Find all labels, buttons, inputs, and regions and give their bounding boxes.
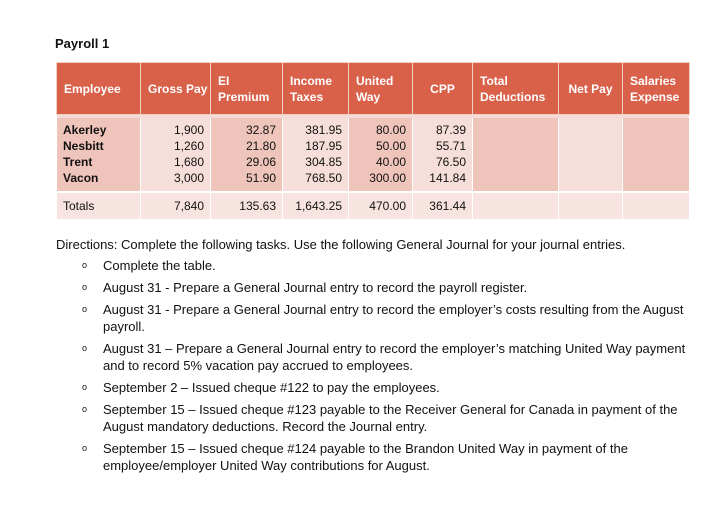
payroll-table bbox=[56, 62, 690, 219]
bullet-icon: o bbox=[82, 282, 88, 292]
bullet-icon: o bbox=[82, 443, 88, 453]
list-item bbox=[56, 301, 706, 335]
cell-total-deductions[interactable] bbox=[473, 154, 559, 170]
cell-salaries-expense[interactable] bbox=[623, 118, 690, 138]
total-ei-premium: 135.63 bbox=[211, 192, 283, 219]
bullet-icon: o bbox=[82, 382, 88, 392]
table-row bbox=[57, 138, 690, 154]
cell-salaries-expense[interactable] bbox=[623, 170, 690, 192]
cell-employee: Trent bbox=[57, 154, 141, 170]
cell-united-way: 80.00 bbox=[349, 118, 413, 138]
cell-gross-pay: 3,000 bbox=[141, 170, 211, 192]
header-ei-premium: EI Premium bbox=[211, 63, 283, 115]
table-row bbox=[57, 170, 690, 192]
cell-income-taxes: 187.95 bbox=[283, 138, 349, 154]
total-salaries-expense[interactable] bbox=[623, 192, 690, 219]
cell-employee: Vacon bbox=[57, 170, 141, 192]
cell-gross-pay: 1,260 bbox=[141, 138, 211, 154]
total-gross-pay: 7,840 bbox=[141, 192, 211, 219]
header-salaries-expense: Salaries Expense bbox=[623, 63, 690, 115]
header-gross-pay: Gross Pay bbox=[141, 63, 211, 115]
table-header-row bbox=[57, 63, 690, 115]
cell-cpp: 55.71 bbox=[413, 138, 473, 154]
cell-salaries-expense[interactable] bbox=[623, 154, 690, 170]
bullet-icon: o bbox=[82, 260, 88, 270]
task-text: August 31 – Prepare a General Journal entry to record the employer’s matching United Way payment and to record 5% vacation pay accrued to employees. bbox=[103, 341, 686, 373]
header-income-taxes: Income Taxes bbox=[283, 63, 349, 115]
cell-total-deductions[interactable] bbox=[473, 170, 559, 192]
header-united-way: United Way bbox=[349, 63, 413, 115]
cell-united-way: 300.00 bbox=[349, 170, 413, 192]
cell-net-pay[interactable] bbox=[559, 138, 623, 154]
cell-net-pay[interactable] bbox=[559, 170, 623, 192]
total-united-way: 470.00 bbox=[349, 192, 413, 219]
list-item bbox=[56, 279, 706, 296]
list-item bbox=[56, 440, 706, 474]
task-text: August 31 - Prepare a General Journal entry to record the employer’s costs resulting from the August payroll. bbox=[103, 302, 684, 334]
header-total-deductions: Total Deductions bbox=[473, 63, 559, 115]
totals-row bbox=[57, 192, 690, 219]
cell-employee: Nesbitt bbox=[57, 138, 141, 154]
directions-text: Directions: Complete the following tasks. Use the following General Journal for your journal entries. bbox=[56, 237, 626, 252]
cell-united-way: 50.00 bbox=[349, 138, 413, 154]
task-text: September 2 – Issued cheque #122 to pay the employees. bbox=[103, 380, 440, 395]
cell-ei-premium: 21.80 bbox=[211, 138, 283, 154]
cell-employee: Akerley bbox=[57, 118, 141, 138]
task-text: September 15 – Issued cheque #124 payable to the Brandon United Way in payment of the employee/employer United Way contributions for August. bbox=[103, 441, 628, 473]
total-income-taxes: 1,643.25 bbox=[283, 192, 349, 219]
table-row bbox=[57, 118, 690, 138]
cell-total-deductions[interactable] bbox=[473, 138, 559, 154]
bullet-icon: o bbox=[82, 304, 88, 314]
task-text: Complete the table. bbox=[103, 258, 216, 273]
table-row bbox=[57, 154, 690, 170]
list-item bbox=[56, 401, 706, 435]
cell-income-taxes: 768.50 bbox=[283, 170, 349, 192]
cell-ei-premium: 32.87 bbox=[211, 118, 283, 138]
cell-gross-pay: 1,900 bbox=[141, 118, 211, 138]
total-cpp: 361.44 bbox=[413, 192, 473, 219]
cell-income-taxes: 304.85 bbox=[283, 154, 349, 170]
cell-salaries-expense[interactable] bbox=[623, 138, 690, 154]
cell-net-pay[interactable] bbox=[559, 118, 623, 138]
cell-gross-pay: 1,680 bbox=[141, 154, 211, 170]
total-net-pay[interactable] bbox=[559, 192, 623, 219]
totals-label: Totals bbox=[57, 192, 141, 219]
cell-united-way: 40.00 bbox=[349, 154, 413, 170]
cell-cpp: 141.84 bbox=[413, 170, 473, 192]
bullet-icon: o bbox=[82, 404, 88, 414]
task-text: August 31 - Prepare a General Journal entry to record the payroll register. bbox=[103, 280, 528, 295]
task-text: September 15 – Issued cheque #123 payable to the Receiver General for Canada in payment of the August mandatory deductions. Record the Journal entry. bbox=[103, 402, 678, 434]
cell-income-taxes: 381.95 bbox=[283, 118, 349, 138]
bullet-icon: o bbox=[82, 343, 88, 353]
list-item bbox=[56, 257, 706, 274]
header-employee: Employee bbox=[57, 63, 141, 115]
task-list bbox=[56, 257, 706, 474]
list-item bbox=[56, 379, 706, 396]
list-item bbox=[56, 340, 706, 374]
page-title: Payroll 1 bbox=[55, 36, 110, 51]
total-total-deductions[interactable] bbox=[473, 192, 559, 219]
header-cpp: CPP bbox=[413, 63, 473, 115]
cell-ei-premium: 29.06 bbox=[211, 154, 283, 170]
cell-cpp: 87.39 bbox=[413, 118, 473, 138]
cell-ei-premium: 51.90 bbox=[211, 170, 283, 192]
directions-section bbox=[56, 236, 706, 479]
cell-cpp: 76.50 bbox=[413, 154, 473, 170]
cell-net-pay[interactable] bbox=[559, 154, 623, 170]
cell-total-deductions[interactable] bbox=[473, 118, 559, 138]
header-net-pay: Net Pay bbox=[559, 63, 623, 115]
